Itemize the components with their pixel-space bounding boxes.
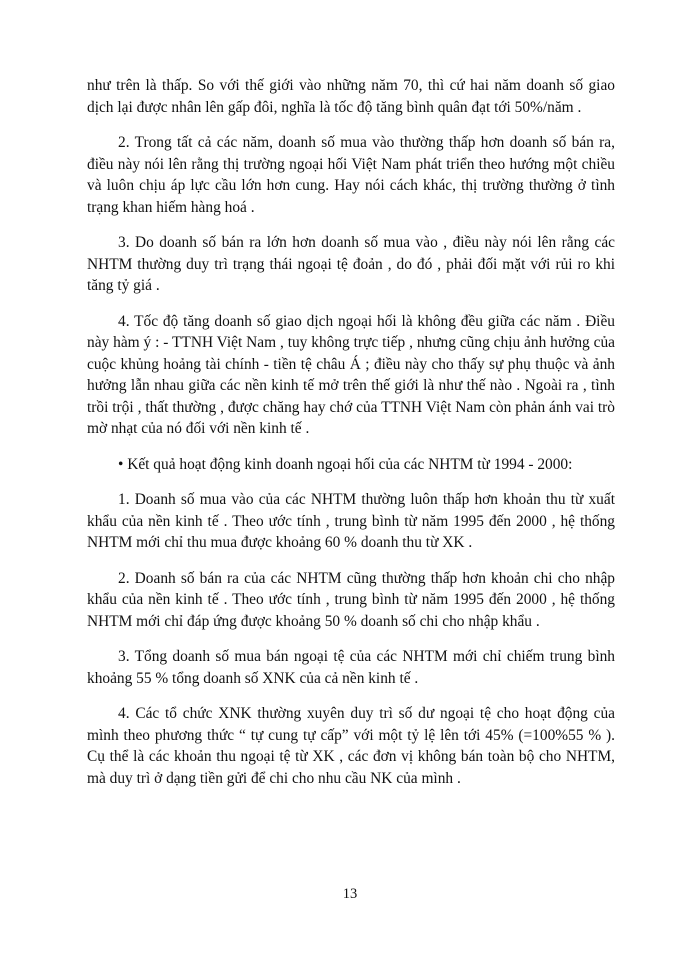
paragraph-continuation: như trên là thấp. So với thế giới vào những năm 70, thì cứ hai năm doanh số giao dịch lại được nhân lên gấp đôi, nghĩa là tốc độ tăng bình quân đạt tới 50%/năm . (87, 77, 615, 116)
page-body (87, 75, 615, 803)
paragraph-item-3-short-position: 3. Do doanh số bán ra lớn hơn doanh số mua vào , điều này nói lên rằng các NHTM thường duy trì trạng thái ngoại tệ đoản , do đó , phải đối mặt với rủi ro khi tăng tỷ giá . (87, 234, 615, 294)
paragraph-result-3: 3. Tổng doanh số mua bán ngoại tệ của các NHTM mới chỉ chiếm trung bình khoảng 55 % tổng doanh số XNK của cả nền kinh tế . (87, 648, 615, 687)
section-heading-bullet: • Kết quả hoạt động kinh doanh ngoại hối của các NHTM từ 1994 - 2000: (118, 455, 573, 473)
paragraph-result-1: 1. Doanh số mua vào của các NHTM thường luôn thấp hơn khoản thu từ xuất khẩu của nền kinh tế . Theo ước tính , trung bình từ năm 1995 đến 2000 , hệ thống NHTM mới chỉ thu mua được khoảng 60 % doanh thu từ XK . (87, 491, 615, 551)
paragraph-item-2-sales: 2. Trong tất cả các năm, doanh số mua vào thường thấp hơn doanh số bán ra, điều này nói lên rằng thị trường ngoại hối Việt Nam phát triển theo hướng một chiều và luôn chịu áp lực cầu lớn hơn cung. Hay nói cách khác, thị trường thường ở tình trạng khan hiếm hàng hoá . (87, 134, 615, 216)
paragraph-item-4-growth: 4. Tốc độ tăng doanh số giao dịch ngoại hối là không đều giữa các năm . Điều này hàm ý : - TTNH Việt Nam , tuy không trực tiếp , nhưng cũng chịu ảnh hưởng của cuộc khủng hoảng tài chính - tiền tệ châu Á ; điều này cho thấy sự phụ thuộc và ảnh hưởng lẫn nhau giữa các nền kinh tế mở trên thế giới là như thế nào . Ngoài ra , tình trồi trội , thất thường , được chăng hay chớ của TTNH Việt Nam còn phản ánh vai trò mờ nhạt của nó đối với nền kinh tế . (87, 312, 615, 437)
paragraph-result-2: 2. Doanh số bán ra của các NHTM cũng thường thấp hơn khoản chi cho nhập khẩu của nền kinh tế . Theo ước tính , trung bình từ năm 1995 đến 2000 , hệ thống NHTM mới chỉ đáp ứng được khoảng 50 % doanh số chi cho nhập khẩu . (87, 569, 615, 630)
page-number: 13 (342, 886, 358, 902)
paragraph-result-4: 4. Các tổ chức XNK thường xuyên duy trì số dư ngoại tệ cho hoạt động của mình theo phương thức “ tự cung tự cấp” với một tỷ lệ lên tới 45% (=100%55 % ). Cụ thể là các khoản thu ngoại tệ từ XK , các đơn vị không bán toàn bộ cho NHTM, mà duy trì ở dạng tiền gửi để chi cho nhu cầu NK của mình . (87, 705, 615, 787)
